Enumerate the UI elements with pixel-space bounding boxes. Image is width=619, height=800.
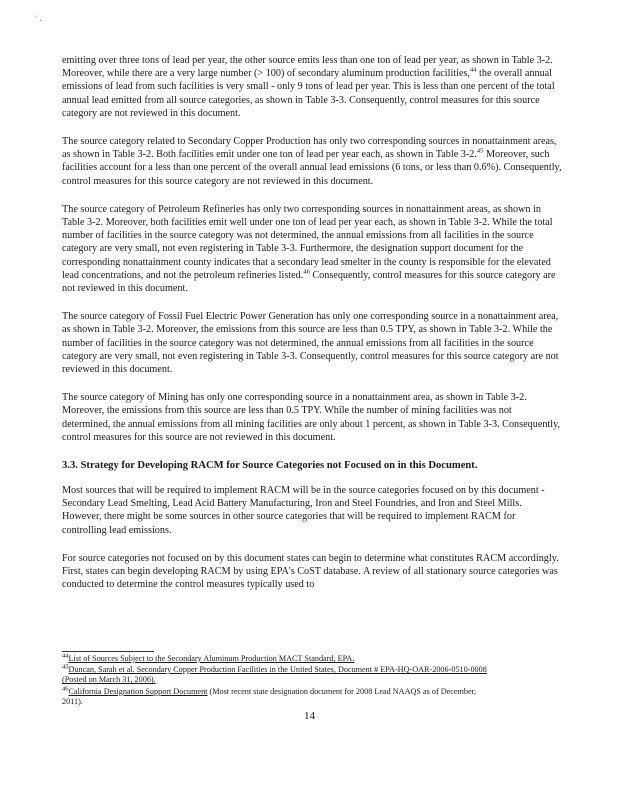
paragraph-racm-cost-database: For source categories not focused on by this document states can begin to determine what constitutes RACM accordingly. First, states can begin developing RACM by using EPA's CoST database. A review of all stationary source categories was conducted to determine the control measures typically used to [62,552,559,591]
footnotes [62,654,492,708]
paragraph-racm-sources: Most sources that will be required to implement RACM will be in the source categories focused on by this document - Secondary Lead Smelting, Lead Acid Battery Manufacturing, Iron and Steel Foundries, and Iron and Steel Mills. However, there might be some sources in other source categories that will be required to implement RACM for controlling lead emissions. [62,485,545,536]
body-text [62,54,562,607]
footnote-45-link[interactable]: Duncan, Sarah et al. Secondary Copper Production Facilities in the United States, Document # EPA-HQ-OAR-2006-0510-0008 (Posted on March 31, 2006). [62,665,487,685]
footnote-ref-45: 45 [476,147,484,155]
paragraph-secondary-copper: The source category related to Secondary Copper Production has only two corresponding sources in nonattainment areas, as shown in Table 3-2. Both facilities emit under one ton of lead per year each, as shown in Table 3-2.45 Moreover, such facilities account for a less than one percent of the overall annual lead emissions (6 tons, or less than 0.6%). Consequently, control measures for this source category are not reviewed in this document. [62,136,562,187]
footnote-divider [62,651,154,652]
footnote-ref-44: 44 [469,66,477,74]
section-heading-3-3: 3.3. Strategy for Developing RACM for Source Categories not Focused on in this Document. [62,460,478,472]
footnote-46-link[interactable]: California Designation Support Document [68,686,208,696]
paragraph-secondary-aluminum: emitting over three tons of lead per year, the other source emits less than one ton of lead per year, as shown in Table 3-2. Moreover, while there are a very large number (> 100) of secondary aluminum production facilities,$^{44}$ the overall annual emissions of lead from such facilities is very small - only 9 tons of lead per year. This is less than one percent of the total annual lead emitted from all source categories, as shown in Table 3-3. Consequently, control measures for this source category are not reviewed in this document. [62,55,555,119]
footnote-44: $^{44}$List of Sources Subject to the Secondary Aluminum Production MACT Standard, EPA. [62,652,355,663]
scan-corner-mark: ' . [36,14,42,23]
paragraph-petroleum-refineries: The source category of Petroleum Refineries has only two corresponding sources in nonattainment areas, as shown in Table 3-2. Moreover, both facilities emit well under one ton of lead per year each, as shown in Table 3-2. While the total number of facilities in the source category was not determined, the annual emissions from all facilities in the source category are very small, not even registering in Table 3-3. Furthermore, the designation support document for the corresponding nonattainment county indicates that a secondary lead smelter in the county is responsible for the elevated lead concentrations, and not the petroleum refineries listed.$^{46}$ Consequently, control measures for this source category are not reviewed in this document. [62,203,556,295]
footnote-45: $^{45}$Duncan, Sarah et al. Secondary Copper Production Facilities in the United States, Document # EPA-HQ-OAR-2006-0510-0008 (Posted on March 31, 2006). [62,663,487,685]
footnote-44-link[interactable]: List of Sources Subject to the Secondary Aluminum Production MACT Standard, EPA. [68,654,355,663]
page-number: 14 [304,710,315,722]
paragraph-mining: The source category of Mining has only one corresponding source in a nonattainment area, as shown in Table 3-2. Moreover, the emissions from this source are less than 0.5 TPY. While the number of mining facilities was not determined, the annual emissions from all mining facilities are only about 1 percent, as shown in Table 3-3. Consequently, control measures for this source are not reviewed in this document. [62,392,561,443]
footnote-ref-46: 46 [303,268,310,276]
footnote-46: $^{46}$California Designation Support Document (Most recent state designation document for 2008 Lead NAAQS as of December, 2011). [62,684,477,706]
paragraph-fossil-fuel-power: The source category of Fossil Fuel Electric Power Generation has only one corresponding source in a nonattainment area, as shown in Table 3-2. Moreover, the emissions from this source are less than 0.5 TPY, as shown in Table 3-2. While the number of facilities in the source category was not determined, the annual emissions from all facilities in the source category are very small, not even registering in Table 3-3. Consequently, control measures for this source category are not reviewed in this document. [62,311,559,376]
